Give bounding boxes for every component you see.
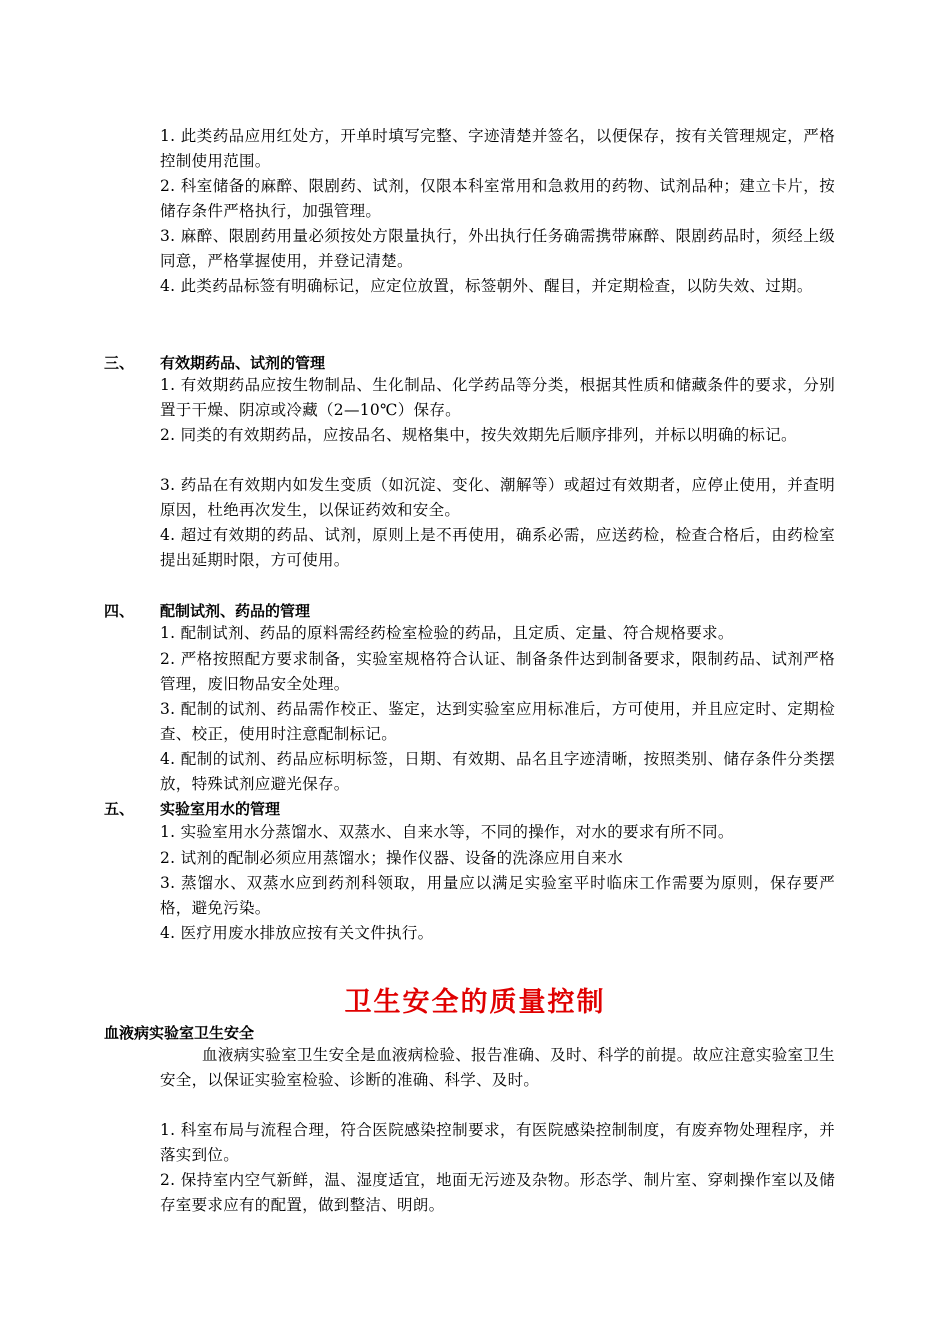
paragraph-item: 3. 配制的试剂、药品需作校正、鉴定，达到实验室应用标准后，方可使用，并且应定时、定期检查、校正，使用时注意配制标记。 — [160, 700, 835, 743]
paragraph-item: 2. 严格按照配方要求制备，实验室规格符合认证、制备条件达到制备要求，限制药品、试剂严格管理，废旧物品安全处理。 — [160, 650, 835, 693]
intro-paragraph: 血液病实验室卫生安全是血液病检验、报告准确、及时、科学的前提。故应注意实验室卫生安全，以保证实验室检验、诊断的准确、科学、及时。 — [160, 1046, 835, 1089]
section-title: 有效期药品、试剂的管理 — [160, 354, 326, 372]
paragraph-item: 1. 实验室用水分蒸馏水、双蒸水、自来水等，不同的操作，对水的要求有所不同。 — [160, 823, 734, 841]
paragraph-item: 4. 配制的试剂、药品应标明标签，日期、有效期、品名且字迹清晰，按照类别、储存条件分类摆放，特殊试剂应避光保存。 — [160, 750, 835, 793]
paragraph-item: 3. 蒸馏水、双蒸水应到药剂科领取，用量应以满足实验室平时临床工作需要为原则，保存要严格，避免污染。 — [160, 874, 835, 917]
paragraph-item: 2. 同类的有效期药品，应按品名、规格集中，按失效期先后顺序排列，并标以明确的标记。 — [160, 426, 797, 444]
section-heading — [104, 798, 280, 820]
paragraph-item: 2. 保持室内空气新鲜，温、湿度适宜，地面无污迹及杂物。形态学、制片室、穿刺操作室以及储存室要求应有的配置，做到整洁、明朗。 — [160, 1171, 835, 1214]
paragraph-item: 4. 超过有效期的药品、试剂，原则上是不再使用，确系必需，应送药检，检查合格后，由药检室提出延期时限，方可使用。 — [160, 526, 835, 569]
paragraph-item: 4. 医疗用废水排放应按有关文件执行。 — [160, 924, 434, 942]
paragraph-item: 2. 科室储备的麻醉、限剧药、试剂，仅限本科室常用和急救用的药物、试剂品种；建立卡片，按储存条件严格执行，加强管理。 — [160, 177, 835, 220]
paragraph-item: 1. 科室布局与流程合理，符合医院感染控制要求，有医院感染控制制度，有废弃物处理程序，并落实到位。 — [160, 1121, 835, 1164]
paragraph-item: 1. 配制试剂、药品的原料需经药检室检验的药品，且定质、定量、符合规格要求。 — [160, 624, 734, 642]
paragraph-item: 1. 有效期药品应按生物制品、生化制品、化学药品等分类，根据其性质和储藏条件的要求，分别置于干燥、阴凉或冷藏（2—10℃）保存。 — [160, 376, 835, 419]
section-number: 五、 — [104, 800, 135, 818]
paragraph-item: 1. 此类药品应用红处方，开单时填写完整、字迹清楚并签名，以便保存，按有关管理规定，严格控制使用范围。 — [160, 127, 835, 170]
paragraph-item: 3. 药品在有效期内如发生变质（如沉淀、变化、潮解等）或超过有效期者，应停止使用，并查明原因，杜绝再次发生，以保证药效和安全。 — [160, 476, 835, 519]
paragraph-item: 3. 麻醉、限剧药用量必须按处方限量执行，外出执行任务确需携带麻醉、限剧药品时，须经上级同意，严格掌握使用，并登记清楚。 — [160, 227, 835, 270]
section-number: 四、 — [104, 602, 135, 620]
main-title: 卫生安全的质量控制 — [344, 987, 606, 1018]
section-heading — [104, 600, 310, 622]
section-number: 三、 — [104, 354, 135, 372]
section-heading — [104, 352, 325, 374]
section-title: 配制试剂、药品的管理 — [160, 602, 311, 620]
section-title: 实验室用水的管理 — [160, 800, 281, 818]
paragraph-item: 2. 试剂的配制必须应用蒸馏水；操作仪器、设备的洗涤应用自来水 — [160, 849, 624, 867]
paragraph-item: 4. 此类药品标签有明确标记，应定位放置，标签朝外、醒目，并定期检查，以防失效、过期。 — [160, 277, 813, 295]
subsection-heading: 血液病实验室卫生安全 — [104, 1024, 255, 1042]
